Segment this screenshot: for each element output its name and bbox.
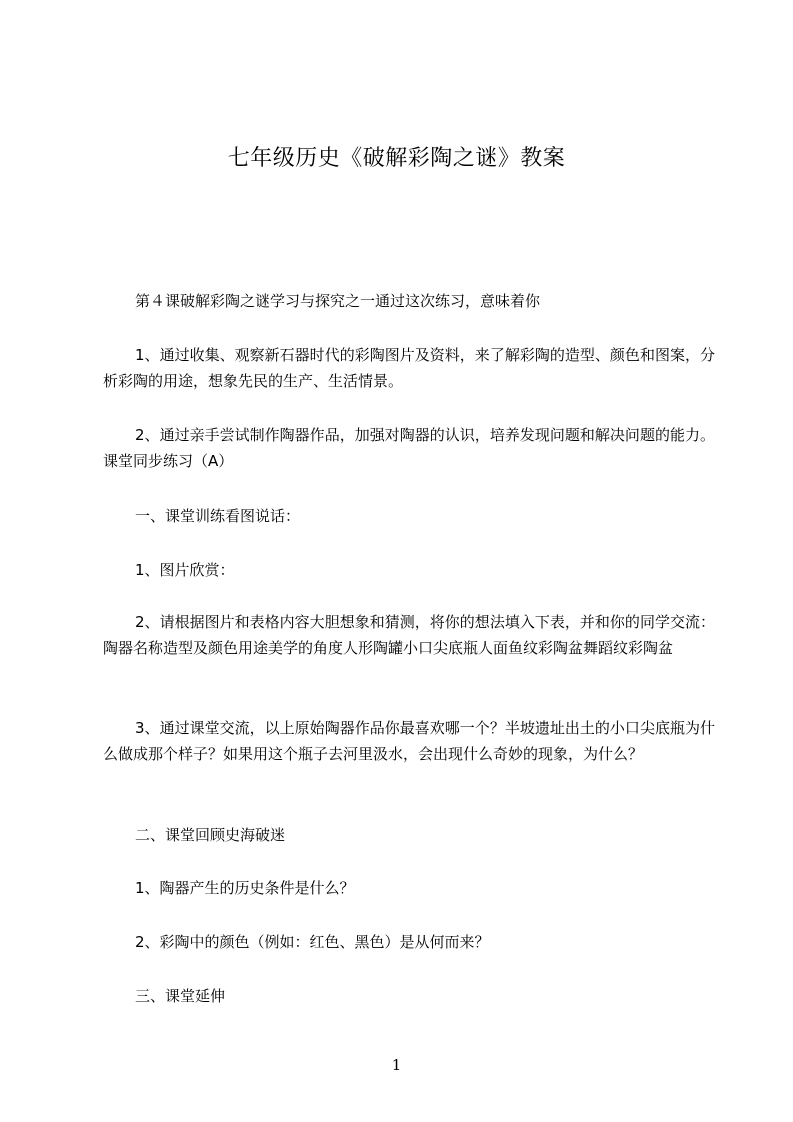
paragraph-question-1: 1、陶器产生的历史条件是什么？ — [135, 879, 355, 897]
paragraph-lesson-intro: 第４课破解彩陶之谜学习与探究之一通过这次练习，意味着你 — [135, 292, 541, 310]
paragraph-objective-2: 2、通过亲手尝试制作陶器作品，加强对陶器的认识，培养发现问题和解决问题的能力。课堂同步练习（A） — [103, 426, 715, 470]
paragraph-question-2: 2、彩陶中的颜色（例如：红色、黑色）是从何而来？ — [135, 933, 490, 951]
paragraph-item-1: 1、图片欣赏： — [135, 561, 235, 579]
paragraph-item-3: 3、通过课堂交流，以上原始陶器作品你最喜欢哪一个？半坡遗址出土的小口尖底瓶为什么做成那个样子？如果用这个瓶子去河里汲水，会出现什么奇妙的现象，为什么？ — [103, 719, 715, 763]
page-number: 1 — [391, 1056, 402, 1074]
heading-section-2: 二、课堂回顾史海破迷 — [135, 826, 286, 844]
document-title: 七年级历史《破解彩陶之谜》教案 — [227, 146, 566, 171]
paragraph-item-2: 2、请根据图片和表格内容大胆想象和猜测，将你的想法填入下表，并和你的同学交流：陶器名称造型及颜色用途美学的角度人形陶罐小口尖底瓶人面鱼纹彩陶盆舞蹈纹彩陶盆 — [103, 613, 715, 657]
heading-section-1: 一、课堂训练看图说话： — [135, 507, 301, 525]
heading-section-3: 三、课堂延伸 — [135, 987, 226, 1005]
paragraph-objective-1: 1、通过收集、观察新石器时代的彩陶图片及资料，来了解彩陶的造型、颜色和图案，分析彩陶的用途，想象先民的生产、生活情景。 — [103, 346, 715, 390]
